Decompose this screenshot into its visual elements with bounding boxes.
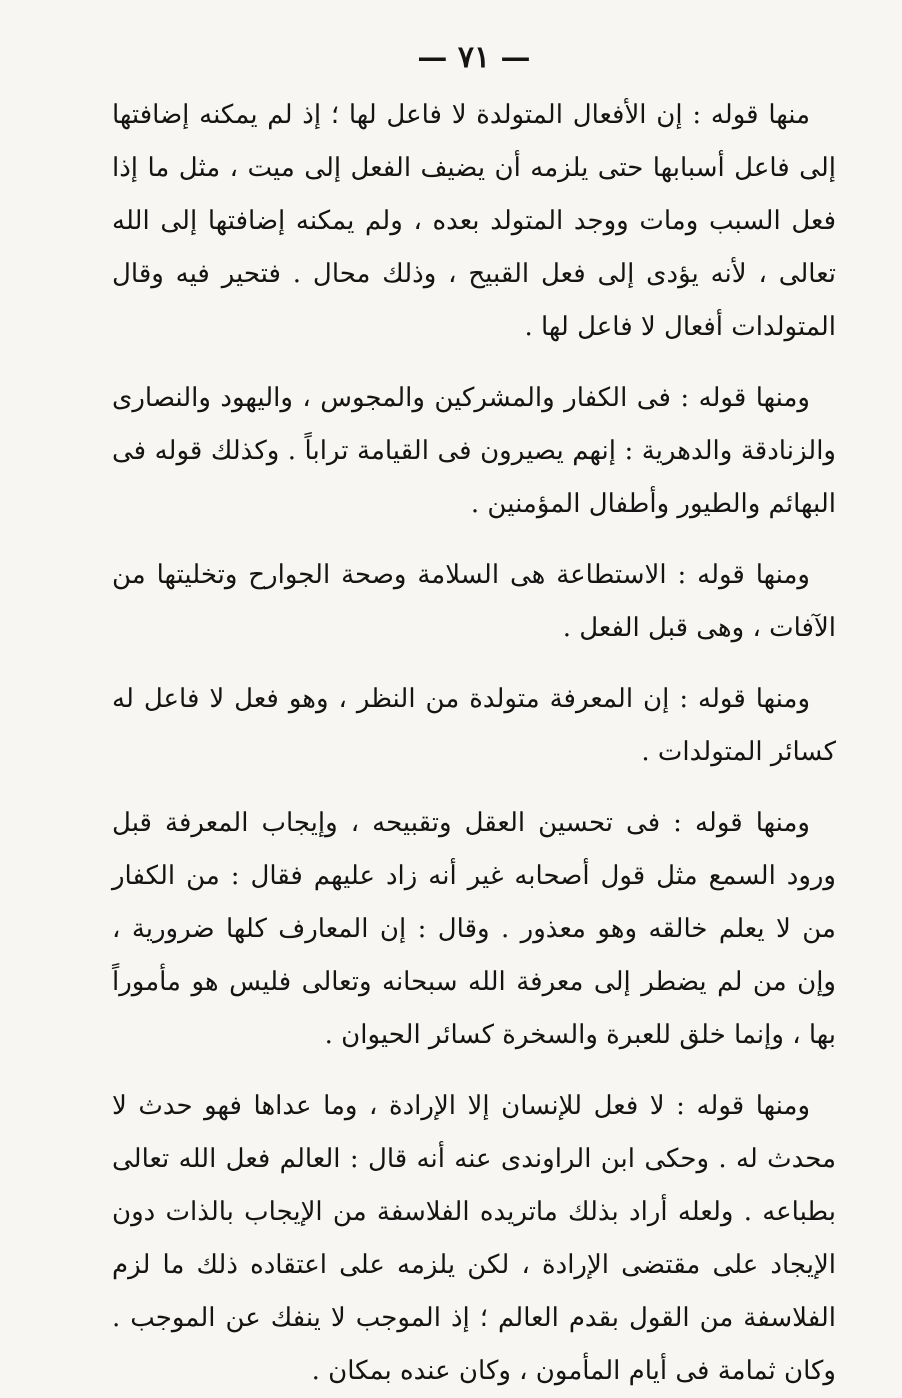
page-number: — ٧١ — (417, 40, 531, 75)
paragraph-1: منها قوله : إن الأفعال المتولدة لا فاعل لها ؛ إذ لم يمكنه إضافتها إلى فاعل أسبابها حتى يلزمه أن يضيف الفعل إلى ميت ، مثل ما إذا فعل السبب ومات ووجد المتولد بعده ، ولم يمكنه إضافتها إلى الله تعالى ، لأنه يؤدى إلى فعل القبيح ، وذلك محال . فتحير فيه وقال المتولدات أفعال لا فاعل لها . (112, 100, 836, 342)
paragraph-2: ومنها قوله : فى الكفار والمشركين والمجوس ، واليهود والنصارى والزنادقة والدهرية : إنهم يصيرون فى القيامة تراباً . وكذلك قوله فى البهائم والطيور وأطفال المؤمنين . (112, 383, 836, 519)
paragraph-5: ومنها قوله : فى تحسين العقل وتقبيحه ، وإيجاب المعرفة قبل ورود السمع مثل قول أصحابه غير أنه زاد عليهم فقال : من الكفار من لا يعلم خالقه وهو معذور . وقال : إن المعارف كلها ضرورية ، وإن من لم يضطر إلى معرفة الله سبحانه وتعالى فليس هو مأموراً بها ، وإنما خلق للعبرة والسخرة كسائر الحيوان . (112, 808, 836, 1050)
paragraph-6: ومنها قوله : لا فعل للإنسان إلا الإرادة ، وما عداها فهو حدث لا محدث له . وحكى ابن الراوندى عنه أنه قال : العالم فعل الله تعالى بطباعه . ولعله أراد بذلك ماتريده الفلاسفة من الإيجاب بالذات دون الإيجاد على مقتضى الإرادة ، لكن يلزمه على اعتقاده ذلك ما لزم الفلاسفة من القول بقدم العالم ؛ إذ الموجب لا ينفك عن الموجب . وكان ثمامة فى أيام المأمون ، وكان عنده بمكان . (112, 1091, 837, 1386)
paragraph-3: ومنها قوله : الاستطاعة هى السلامة وصحة الجوارح وتخليتها من الآفات ، وهى قبل الفعل . (112, 560, 836, 643)
paragraph-4: ومنها قوله : إن المعرفة متولدة من النظر ، وهو فعل لا فاعل له كسائر المتولدات . (112, 684, 836, 767)
page-text (112, 89, 836, 1398)
